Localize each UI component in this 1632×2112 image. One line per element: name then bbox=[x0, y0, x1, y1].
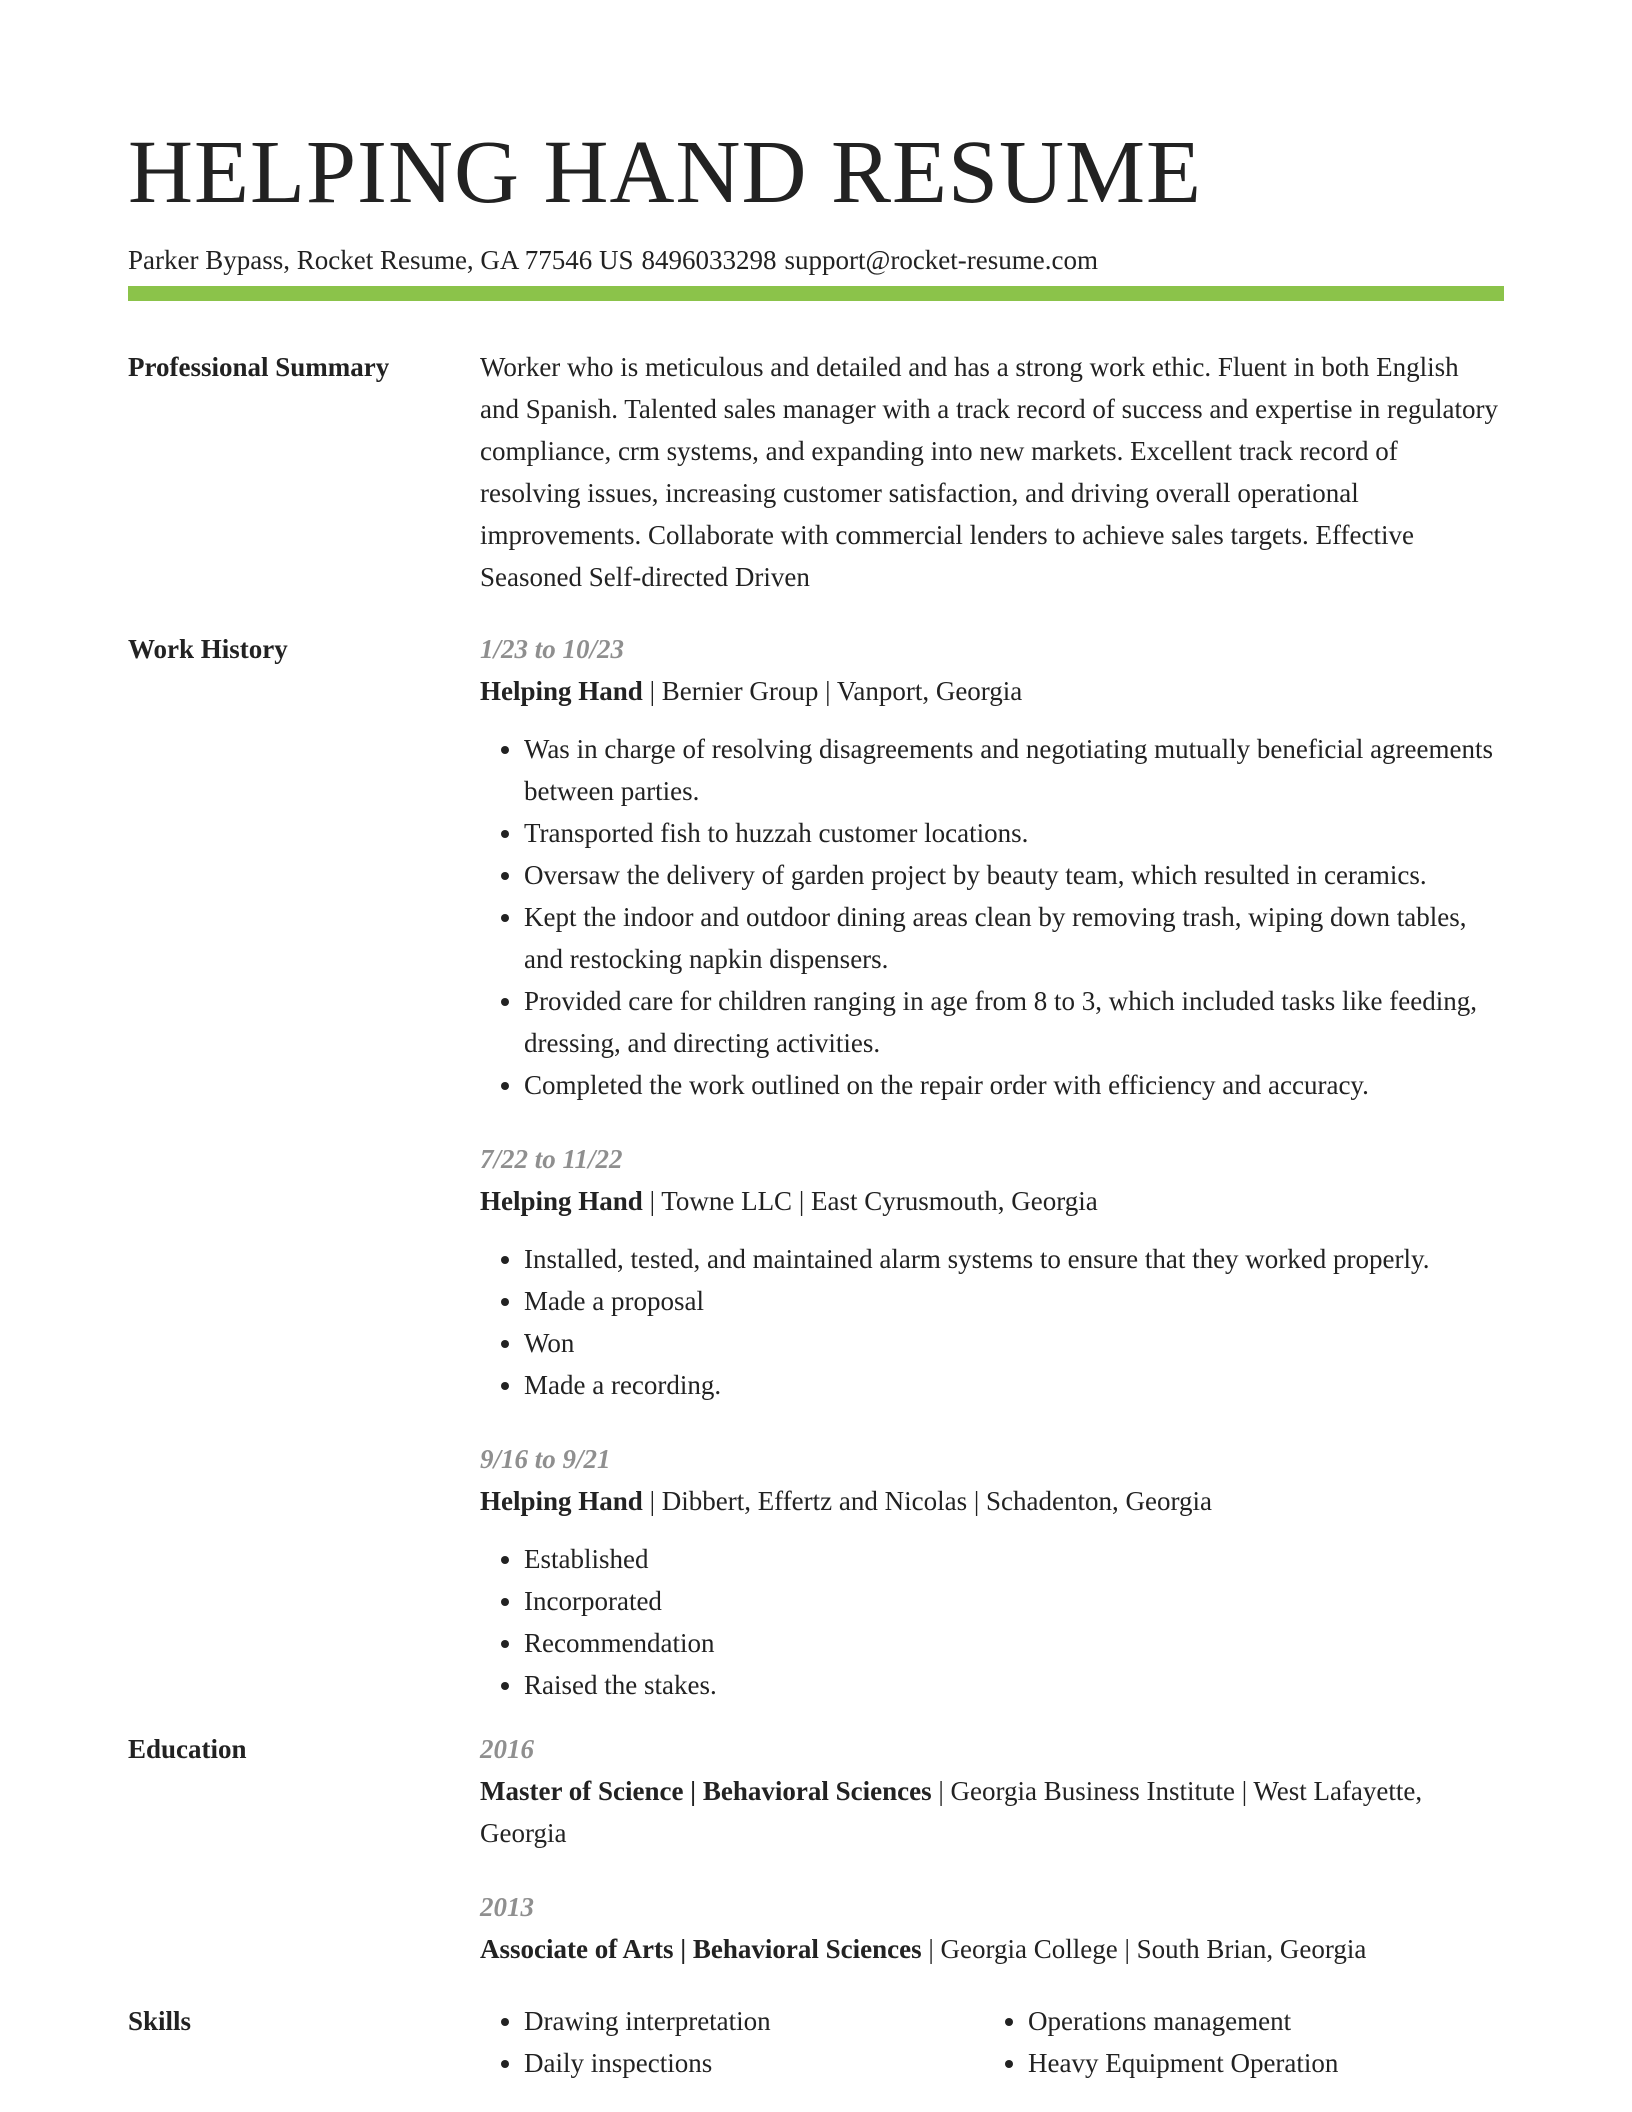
job-dates: 9/16 to 9/21 bbox=[480, 1444, 611, 1474]
education-details: | Georgia Business Institute | West Lafayette, Georgia bbox=[480, 1776, 1423, 1848]
work-history-section bbox=[128, 628, 1504, 1738]
job-heading bbox=[480, 1180, 1504, 1222]
job-bullet: • Installed, tested, and maintained alarm systems to ensure that they worked properly. bbox=[524, 1238, 1504, 1280]
job-entry bbox=[480, 628, 1504, 1106]
education-entry bbox=[480, 1886, 1504, 1970]
job-bullets bbox=[480, 1538, 1504, 1706]
job-title: Helping Hand bbox=[480, 1486, 643, 1516]
job-bullets bbox=[480, 1238, 1504, 1406]
header-divider bbox=[128, 286, 1504, 301]
skills-column-right bbox=[984, 2000, 1488, 2084]
education-title: Education bbox=[128, 1734, 247, 1764]
job-bullet: • Recommendation bbox=[524, 1622, 1504, 1664]
job-dates: 1/23 to 10/23 bbox=[480, 634, 625, 664]
skill-item: • Drawing interpretation bbox=[524, 2000, 984, 2042]
job-bullet: • Was in charge of resolving disagreements and negotiating mutually beneficial agreements between parties. bbox=[524, 728, 1504, 812]
job-heading bbox=[480, 1480, 1504, 1522]
skill-item: • Daily inspections bbox=[524, 2042, 984, 2084]
job-details: | Bernier Group | Vanport, Georgia bbox=[642, 676, 1023, 706]
job-details: | Towne LLC | East Cyrusmouth, Georgia bbox=[642, 1186, 1098, 1216]
job-bullet: • Made a recording. bbox=[524, 1364, 1504, 1406]
job-entry bbox=[480, 1138, 1504, 1406]
resume-header bbox=[128, 118, 1504, 280]
job-bullet: • Transported fish to huzzah customer locations. bbox=[524, 812, 1504, 854]
education-year: 2016 bbox=[480, 1734, 534, 1764]
education-heading bbox=[480, 1928, 1504, 1970]
job-title: Helping Hand bbox=[480, 676, 643, 706]
education-degree: Associate of Arts | Behavioral Sciences bbox=[480, 1934, 922, 1964]
contact-phone: 8496033298 bbox=[641, 245, 777, 275]
job-bullet: • Won bbox=[524, 1322, 1504, 1364]
education-section bbox=[128, 1728, 1504, 2002]
education-entry bbox=[480, 1728, 1504, 1854]
job-details: | Dibbert, Effertz and Nicolas | Schadenton, Georgia bbox=[642, 1486, 1212, 1516]
job-bullet: • Completed the work outlined on the repair order with efficiency and accuracy. bbox=[524, 1064, 1504, 1106]
job-heading bbox=[480, 670, 1504, 712]
job-bullet: • Kept the indoor and outdoor dining areas clean by removing trash, wiping down tables, and restocking napkin dispensers. bbox=[524, 896, 1504, 980]
contact-address: Parker Bypass, Rocket Resume, GA 77546 US bbox=[128, 245, 634, 275]
job-bullet: • Raised the stakes. bbox=[524, 1664, 1504, 1706]
resume-name: HELPING HAND RESUME bbox=[128, 123, 1202, 222]
education-degree: Master of Science | Behavioral Sciences bbox=[480, 1776, 932, 1806]
skills-column-left bbox=[480, 2000, 984, 2084]
work-history-title: Work History bbox=[128, 634, 288, 664]
job-bullet: • Established bbox=[524, 1538, 1504, 1580]
education-year: 2013 bbox=[480, 1892, 534, 1922]
contact-line bbox=[128, 240, 1504, 280]
skill-item: • Heavy Equipment Operation bbox=[1028, 2042, 1488, 2084]
job-bullet: • Provided care for children ranging in age from 8 to 3, which included tasks like feeding, dressing, and directing activities. bbox=[524, 980, 1504, 1064]
skills-section bbox=[128, 2000, 1504, 2084]
skills-list bbox=[480, 2000, 1504, 2084]
skill-item: • Operations management bbox=[1028, 2000, 1488, 2042]
job-bullet: • Incorporated bbox=[524, 1580, 1504, 1622]
job-title: Helping Hand bbox=[480, 1186, 643, 1216]
skills-title: Skills bbox=[128, 2006, 192, 2036]
summary-title: Professional Summary bbox=[128, 352, 390, 382]
job-dates: 7/22 to 11/22 bbox=[480, 1144, 623, 1174]
education-heading bbox=[480, 1770, 1504, 1854]
job-bullet: • Oversaw the delivery of garden project by beauty team, which resulted in ceramics. bbox=[524, 854, 1504, 896]
job-bullet: • Made a proposal bbox=[524, 1280, 1504, 1322]
job-entry bbox=[480, 1438, 1504, 1706]
summary-section bbox=[128, 346, 1504, 598]
job-bullets bbox=[480, 728, 1504, 1106]
education-details: | Georgia College | South Brian, Georgia bbox=[921, 1934, 1367, 1964]
contact-email: support@rocket-resume.com bbox=[784, 245, 1098, 275]
summary-text: Worker who is meticulous and detailed and has a strong work ethic. Fluent in both English and Spanish. Talented sales manager with a track record of success and expertise in regulatory compliance, crm systems, and expanding into new markets. Excellent track record of resolving issues, increasing customer satisfaction, and driving overall operational improvements. Collaborate with commercial lenders to achieve sales targets. Effective Seasoned Self-directed Driven bbox=[480, 352, 1498, 592]
